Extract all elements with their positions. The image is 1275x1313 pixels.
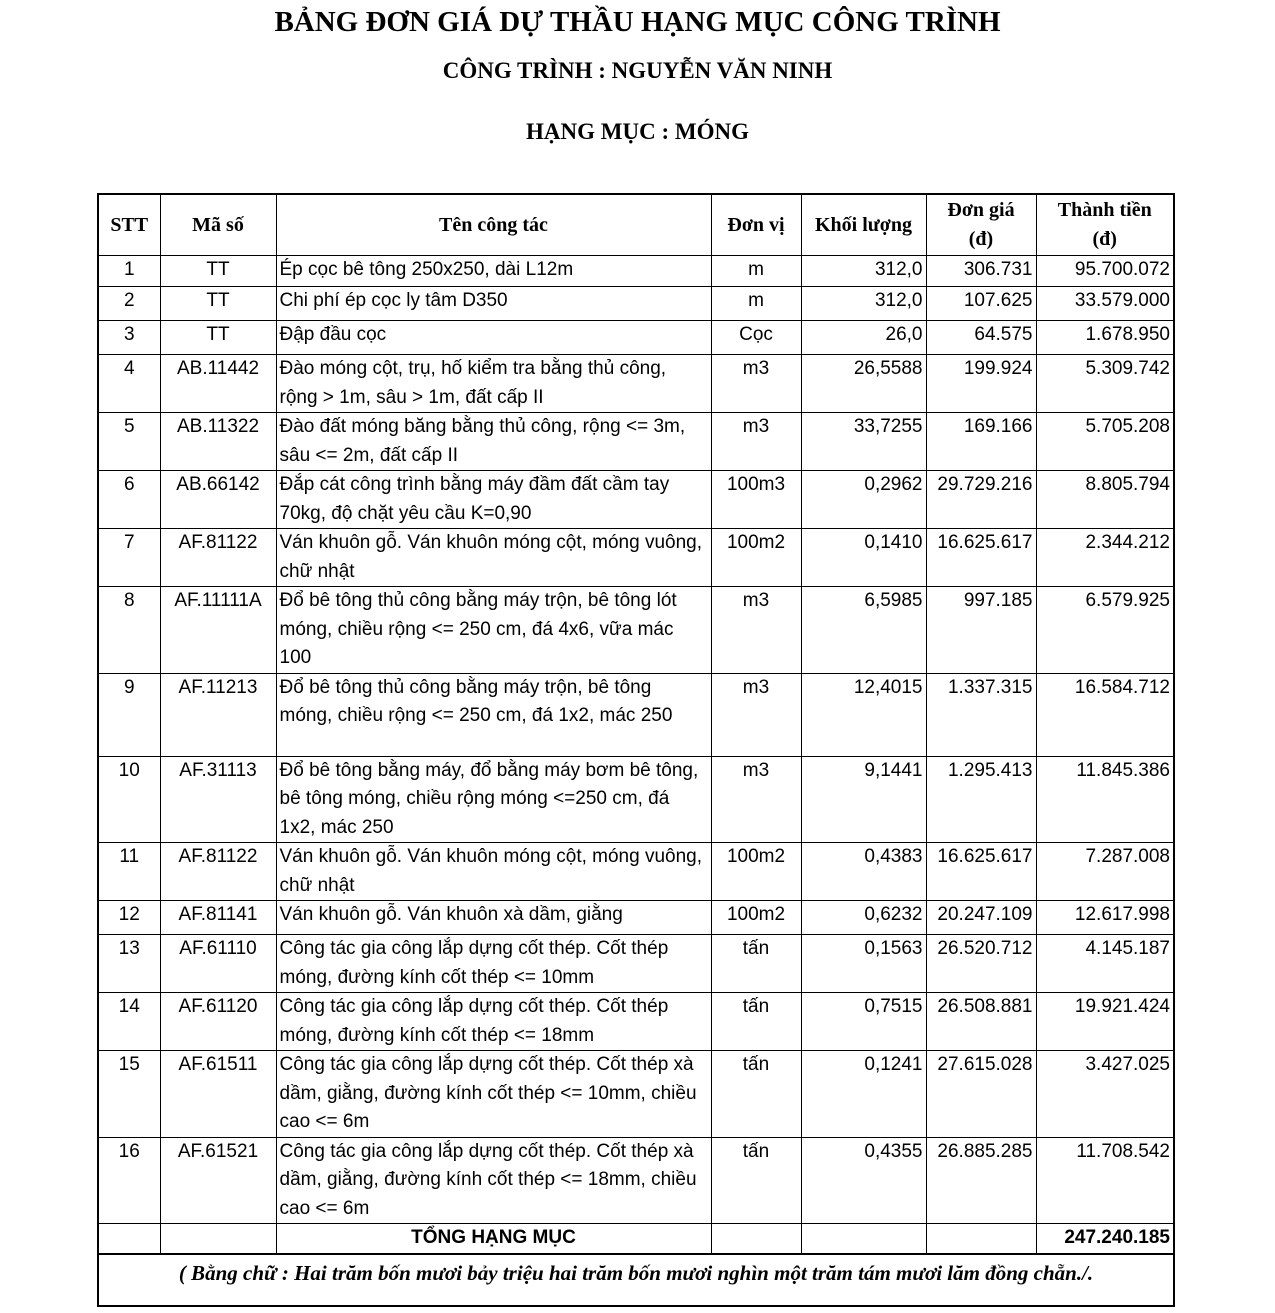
- cell-name: Công tác gia công lắp dựng cốt thép. Cốt thép móng, đường kính cốt thép <= 18mm: [276, 993, 711, 1051]
- project-name: CÔNG TRÌNH : NGUYỄN VĂN NINH: [442, 58, 833, 83]
- cell-code: AF.31113: [160, 756, 276, 843]
- cell-price: 169.166: [926, 413, 1036, 471]
- cell-price: 29.729.216: [926, 471, 1036, 529]
- cell-code: AF.81122: [160, 529, 276, 587]
- cell-unit: 100m2: [711, 843, 801, 901]
- cell-name: Đắp cát công trình bằng máy đầm đất cầm tay 70kg, độ chặt yêu cầu K=0,90: [276, 471, 711, 529]
- table-row: [98, 587, 1174, 674]
- cell-name: Đổ bê tông thủ công bằng máy trộn, bê tông lót móng, chiều rộng <= 250 cm, đá 4x6, vữa mác 100: [276, 587, 711, 674]
- cell-amount: 5.309.742: [1036, 355, 1174, 413]
- cell-stt: 1: [98, 256, 160, 287]
- cell-unit: tấn: [711, 993, 801, 1051]
- cell-unit: m: [711, 287, 801, 321]
- cell-name: Chi phí ép cọc ly tâm D350: [276, 287, 711, 321]
- table-row: [98, 287, 1174, 321]
- cell-name: Đập đầu cọc: [276, 321, 711, 355]
- cell-qty: 9,1441: [801, 756, 926, 843]
- cell-stt: 14: [98, 993, 160, 1051]
- cell-unit: 100m2: [711, 901, 801, 935]
- cell-qty: 0,7515: [801, 993, 926, 1051]
- cell-unit: tấn: [711, 1051, 801, 1138]
- table-row: [98, 756, 1174, 843]
- cell-name: Ván khuôn gỗ. Ván khuôn xà dầm, giằng: [276, 901, 711, 935]
- cell-qty: 26,5588: [801, 355, 926, 413]
- cell-price: 1.295.413: [926, 756, 1036, 843]
- col-header-amount-line2: (đ): [1092, 228, 1117, 250]
- cell-amount: 19.921.424: [1036, 993, 1174, 1051]
- cell-code: AF.11213: [160, 673, 276, 756]
- cell-price: 26.885.285: [926, 1137, 1036, 1224]
- cell-code: AF.61521: [160, 1137, 276, 1224]
- cell-amount: 4.145.187: [1036, 935, 1174, 993]
- cell-name: Công tác gia công lắp dựng cốt thép. Cốt thép xà dầm, giằng, đường kính cốt thép <= 10mm, chiều cao <= 6m: [276, 1051, 711, 1138]
- cell-qty: 0,1563: [801, 935, 926, 993]
- cell-code: AB.11442: [160, 355, 276, 413]
- cell-code: AF.61120: [160, 993, 276, 1051]
- cell-unit: m3: [711, 756, 801, 843]
- col-header-qty: Khối lượng: [801, 194, 926, 256]
- col-header-amount-line1: Thành tiền: [1057, 199, 1152, 221]
- cell-name: Đào đất móng băng bằng thủ công, rộng <= 3m, sâu <= 2m, đất cấp II: [276, 413, 711, 471]
- cell-qty: 312,0: [801, 287, 926, 321]
- table-row: [98, 471, 1174, 529]
- cell-price: 107.625: [926, 287, 1036, 321]
- cell-name: Công tác gia công lắp dựng cốt thép. Cốt thép xà dầm, giằng, đường kính cốt thép <= 18mm, chiều cao <= 6m: [276, 1137, 711, 1224]
- cell-price: 64.575: [926, 321, 1036, 355]
- table-row: [98, 843, 1174, 901]
- cell-code: TT: [160, 287, 276, 321]
- category-name: HẠNG MỤC : MÓNG: [526, 119, 749, 144]
- col-header-price-line1: Đơn giá: [947, 199, 1015, 221]
- cell-price: 306.731: [926, 256, 1036, 287]
- col-header-price: [926, 194, 1036, 256]
- cell-amount: 12.617.998: [1036, 901, 1174, 935]
- table-row: [98, 355, 1174, 413]
- cell-stt: 9: [98, 673, 160, 756]
- table-row: [98, 529, 1174, 587]
- cell-code: AF.61110: [160, 935, 276, 993]
- cell-qty: 26,0: [801, 321, 926, 355]
- cell-amount: 3.427.025: [1036, 1051, 1174, 1138]
- cell-qty: 0,6232: [801, 901, 926, 935]
- cell-amount: 5.705.208: [1036, 413, 1174, 471]
- cell-name: Ván khuôn gỗ. Ván khuôn móng cột, móng vuông, chữ nhật: [276, 529, 711, 587]
- cell-price: 26.520.712: [926, 935, 1036, 993]
- cell-amount: 1.678.950: [1036, 321, 1174, 355]
- total-amount: 247.240.185: [1036, 1224, 1174, 1254]
- table-header-row: [98, 194, 1174, 256]
- table-row: [98, 413, 1174, 471]
- cell-price: 1.337.315: [926, 673, 1036, 756]
- table-row: [98, 1051, 1174, 1138]
- cell-price: 997.185: [926, 587, 1036, 674]
- cell-price: 199.924: [926, 355, 1036, 413]
- cell-code: AF.81141: [160, 901, 276, 935]
- col-header-amount: [1036, 194, 1174, 256]
- cell-qty: 0,4383: [801, 843, 926, 901]
- cell-amount: 2.344.212: [1036, 529, 1174, 587]
- table-row: [98, 993, 1174, 1051]
- cell-code: AB.66142: [160, 471, 276, 529]
- cell-name: Đổ bê tông bằng máy, đổ bằng máy bơm bê tông, bê tông móng, chiều rộng móng <=250 cm, đá 1x2, mác 250: [276, 756, 711, 843]
- cell-qty: 6,5985: [801, 587, 926, 674]
- cell-stt: 16: [98, 1137, 160, 1224]
- table-row: [98, 673, 1174, 756]
- cell-unit: 100m2: [711, 529, 801, 587]
- cell-stt: 2: [98, 287, 160, 321]
- cell-unit: tấn: [711, 1137, 801, 1224]
- cell-qty: 0,1241: [801, 1051, 926, 1138]
- col-header-stt: STT: [98, 194, 160, 256]
- cell-unit: tấn: [711, 935, 801, 993]
- cell-price: 16.625.617: [926, 529, 1036, 587]
- cell-price: 26.508.881: [926, 993, 1036, 1051]
- cell-amount: 33.579.000: [1036, 287, 1174, 321]
- cell-code: AF.11111A: [160, 587, 276, 674]
- cell-code: AF.61511: [160, 1051, 276, 1138]
- table-row: [98, 321, 1174, 355]
- cell-qty: 12,4015: [801, 673, 926, 756]
- cell-name: Đào móng cột, trụ, hố kiểm tra bằng thủ công, rộng > 1m, sâu > 1m, đất cấp II: [276, 355, 711, 413]
- cell-stt: 5: [98, 413, 160, 471]
- cell-code: AB.11322: [160, 413, 276, 471]
- cell-code: AF.81122: [160, 843, 276, 901]
- col-header-unit: Đơn vị: [711, 194, 801, 256]
- cell-stt: 7: [98, 529, 160, 587]
- cell-stt: 6: [98, 471, 160, 529]
- cell-unit: m3: [711, 413, 801, 471]
- cell-amount: 16.584.712: [1036, 673, 1174, 756]
- cell-stt: 10: [98, 756, 160, 843]
- cell-stt: 8: [98, 587, 160, 674]
- cell-amount: 95.700.072: [1036, 256, 1174, 287]
- cell-name: Ván khuôn gỗ. Ván khuôn móng cột, móng vuông, chữ nhật: [276, 843, 711, 901]
- table-row: [98, 935, 1174, 993]
- table-row: [98, 901, 1174, 935]
- col-header-price-line2: (đ): [968, 228, 994, 250]
- document-title: BẢNG ĐƠN GIÁ DỰ THẦU HẠNG MỤC CÔNG TRÌNH: [274, 6, 1001, 38]
- cell-stt: 11: [98, 843, 160, 901]
- price-table: [97, 193, 1175, 1255]
- cell-unit: m3: [711, 355, 801, 413]
- cell-amount: 6.579.925: [1036, 587, 1174, 674]
- cell-qty: 33,7255: [801, 413, 926, 471]
- cell-price: 20.247.109: [926, 901, 1036, 935]
- table-row: [98, 256, 1174, 287]
- table-row: [98, 1137, 1174, 1224]
- cell-amount: 11.708.542: [1036, 1137, 1174, 1224]
- cell-unit: m3: [711, 587, 801, 674]
- col-header-code: Mã số: [160, 194, 276, 256]
- cell-stt: 4: [98, 355, 160, 413]
- cell-price: 27.615.028: [926, 1051, 1036, 1138]
- cell-unit: 100m3: [711, 471, 801, 529]
- cell-stt: 3: [98, 321, 160, 355]
- cell-unit: m3: [711, 673, 801, 756]
- cell-stt: 12: [98, 901, 160, 935]
- cell-code: TT: [160, 256, 276, 287]
- cell-stt: 15: [98, 1051, 160, 1138]
- cell-price: 16.625.617: [926, 843, 1036, 901]
- amount-in-words: ( Bằng chữ : Hai trăm bốn mươi bảy triệu hai trăm bốn mươi nghìn một trăm tám mươi lăm đồng chẵn./.: [97, 1244, 1175, 1307]
- cell-name: Công tác gia công lắp dựng cốt thép. Cốt thép móng, đường kính cốt thép <= 10mm: [276, 935, 711, 993]
- cell-amount: 7.287.008: [1036, 843, 1174, 901]
- cell-name: Ép cọc bê tông 250x250, dài L12m: [276, 256, 711, 287]
- table-body: [98, 256, 1174, 1254]
- cell-unit: m: [711, 256, 801, 287]
- col-header-name: Tên công tác: [276, 194, 711, 256]
- cell-qty: 0,1410: [801, 529, 926, 587]
- cell-unit: Cọc: [711, 321, 801, 355]
- cell-qty: 0,2962: [801, 471, 926, 529]
- total-label: TỔNG HẠNG MỤC: [276, 1224, 711, 1254]
- cell-qty: 312,0: [801, 256, 926, 287]
- cell-stt: 13: [98, 935, 160, 993]
- cell-qty: 0,4355: [801, 1137, 926, 1224]
- cell-amount: 8.805.794: [1036, 471, 1174, 529]
- cell-amount: 11.845.386: [1036, 756, 1174, 843]
- cell-name: Đổ bê tông thủ công bằng máy trộn, bê tông móng, chiều rộng <= 250 cm, đá 1x2, mác 250: [276, 673, 711, 756]
- cell-code: TT: [160, 321, 276, 355]
